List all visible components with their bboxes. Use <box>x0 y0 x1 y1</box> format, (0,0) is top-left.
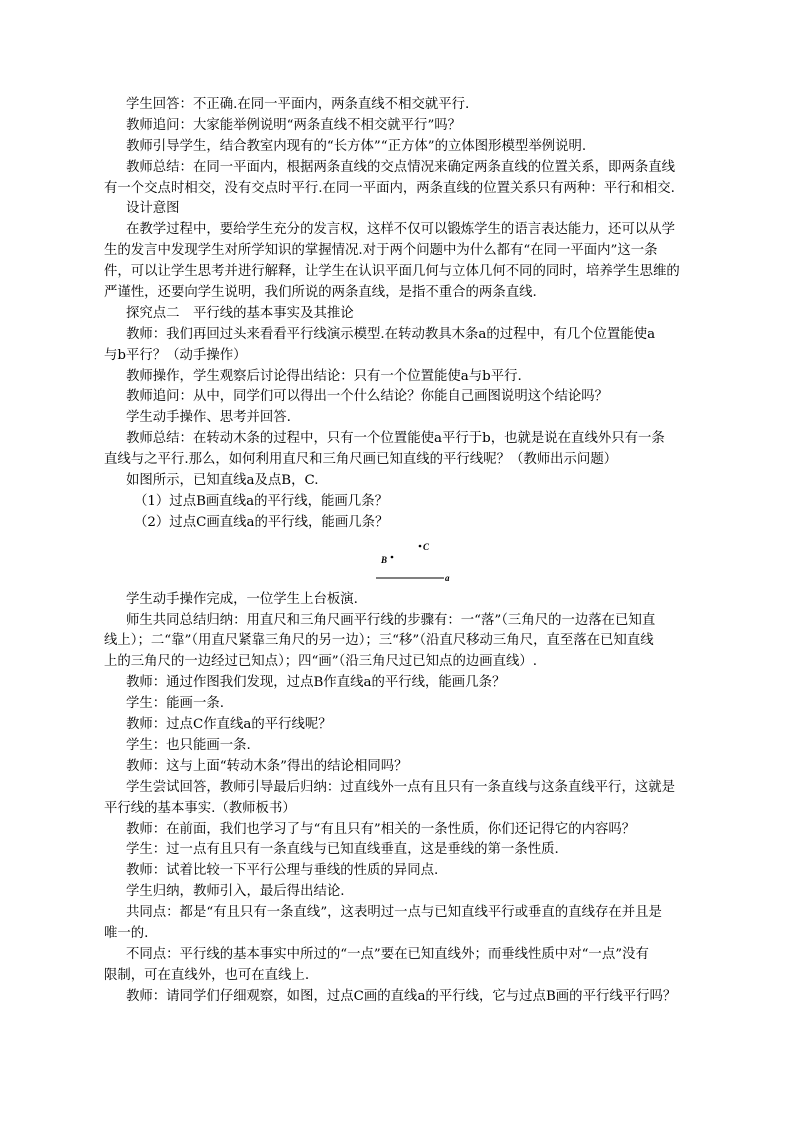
paragraph-line: 与b平行？（动手操作） <box>104 347 247 363</box>
paragraph-line: 直线与之平行.那么，如何利用直尺和三角尺画已知直线的平行线呢？（教师出示问题） <box>104 452 618 468</box>
question-item: （1）过点B画直线a的平行线，能画几条？ <box>134 493 388 509</box>
line-a-label: a <box>445 572 450 583</box>
paragraph-line: 线上）；二“靠”（用直尺紧靠三角尺的另一边）；三“移”（沿直尺移动三角尺，直至落在已知直线 <box>104 633 654 649</box>
paragraph-line: 教师：请同学们仔细观察，如图，过点C画的直线a的平行线，它与过点B画的平行线平行吗？ <box>126 988 677 1004</box>
paragraph-line: 学生动手操作完成，一位学生上台板演. <box>126 591 358 607</box>
paragraph-line: 教师：这与上面“转动木条”得出的结论相同吗？ <box>126 758 408 774</box>
paragraph-line: 上的三角尺的一边经过已知点）；四“画”（沿三角尺过已知点的边画直线）. <box>104 654 538 670</box>
point-b-dot <box>391 555 394 558</box>
section-heading: 设计意图 <box>126 201 180 217</box>
paragraph-line: 件，可以让学生思考并进行解释，让学生在认识平面几何与立体几何不同的同时，培养学生思维的 <box>104 264 680 280</box>
paragraph-line: 有一个交点时相交，没有交点时平行.在同一平面内，两条直线的位置关系只有两种：平行和相交. <box>104 180 675 196</box>
point-b-label: B <box>381 554 388 565</box>
paragraph-line: 共同点：都是“有且只有一条直线”，这表明过一点与已知直线平行或垂直的直线存在并且是 <box>126 905 662 921</box>
paragraph-line: 不同点：平行线的基本事实中所过的“一点”要在已知直线外；而垂线性质中对“一点”没有 <box>126 946 649 962</box>
question-item: （2）过点C画直线a的平行线，能画几条？ <box>134 514 389 530</box>
paragraph-line: 学生归纳，教师引入，最后得出结论. <box>126 884 345 900</box>
paragraph-line: 限制，可在直线外，也可在直线上. <box>104 967 310 983</box>
figure-svg <box>374 534 464 590</box>
paragraph-line: 教师总结：在转动木条的过程中，只有一个位置能使a平行于b，也就是说在直线外只有一条 <box>126 431 665 447</box>
paragraph-line: 教师：通过作图我们发现，过点B作直线a的平行线，能画几条？ <box>126 675 506 691</box>
point-c-label: C <box>423 541 430 552</box>
paragraph-line: 师生共同总结归纳：用直尺和三角尺画平行线的步骤有：一“落”（三角尺的一边落在已知直 <box>126 612 656 628</box>
paragraph-line: 教师：试着比较一下平行公理与垂线的性质的异同点. <box>126 863 439 879</box>
paragraph-line: 教师总结：在同一平面内，根据两条直线的交点情况来确定两条直线的位置关系，即两条直线 <box>126 159 676 175</box>
paragraph-line: 学生：也只能画一条. <box>126 737 251 753</box>
paragraph-line: 学生回答：不正确.在同一平面内，两条直线不相交就平行. <box>126 97 470 112</box>
paragraph-line: 教师追问：从中，同学们可以得出一个什么结论？你能自己画图说明这个结论吗？ <box>126 389 609 405</box>
paragraph-line: 教师追问：大家能举例说明“两条直线不相交就平行”吗？ <box>126 117 462 133</box>
paragraph-line: 生的发言中发现学生对所学知识的掌握情况.对于两个问题中为什么都有“在同一平面内”这一条 <box>104 243 658 259</box>
document-page <box>104 95 702 1008</box>
paragraph-line: 教师：过点C作直线a的平行线呢？ <box>126 717 332 733</box>
paragraph-line: 学生：过一点有且只有一条直线与已知直线垂直，这是垂线的第一条性质. <box>126 842 559 858</box>
geometry-figure <box>104 534 702 590</box>
paragraph-line: 学生：能画一条. <box>126 696 224 712</box>
paragraph-line: 教师：我们再回过头来看看平行线演示模型.在转动教具木条a的过程中，有几个位置能使a <box>126 326 656 342</box>
paragraph-line: 学生尝试回答，教师引导最后归纳：过直线外一点有且只有一条直线与这条直线平行，这就是 <box>126 779 676 795</box>
section-heading: 探究点二 平行线的基本事实及其推论 <box>126 305 354 321</box>
paragraph-line: 如图所示，已知直线a及点B，C. <box>126 473 319 489</box>
paragraph-line: 学生动手操作、思考并回答. <box>126 410 291 426</box>
paragraph-line: 在教学过程中，要给学生充分的发言权，这样不仅可以锻炼学生的语言表达能力，还可以从学 <box>126 222 676 238</box>
paragraph-line: 教师引导学生，结合教室内现有的“长方体”“正方体”的立体图形模型举例说明. <box>126 138 587 154</box>
paragraph-line: 严谨性，还要向学生说明，我们所说的两条直线，是指不重合的两条直线. <box>104 285 537 301</box>
paragraph-line: 平行线的基本事实.（教师板书） <box>104 800 296 816</box>
paragraph-line: 唯一的. <box>104 925 149 941</box>
paragraph-line: 教师：在前面，我们也学习了与“有且只有”相关的一条性质，你们还记得它的内容吗？ <box>126 821 636 837</box>
point-c-dot <box>419 544 422 547</box>
paragraph-line: 教师操作，学生观察后讨论得出结论：只有一个位置能使a与b平行. <box>126 368 522 384</box>
